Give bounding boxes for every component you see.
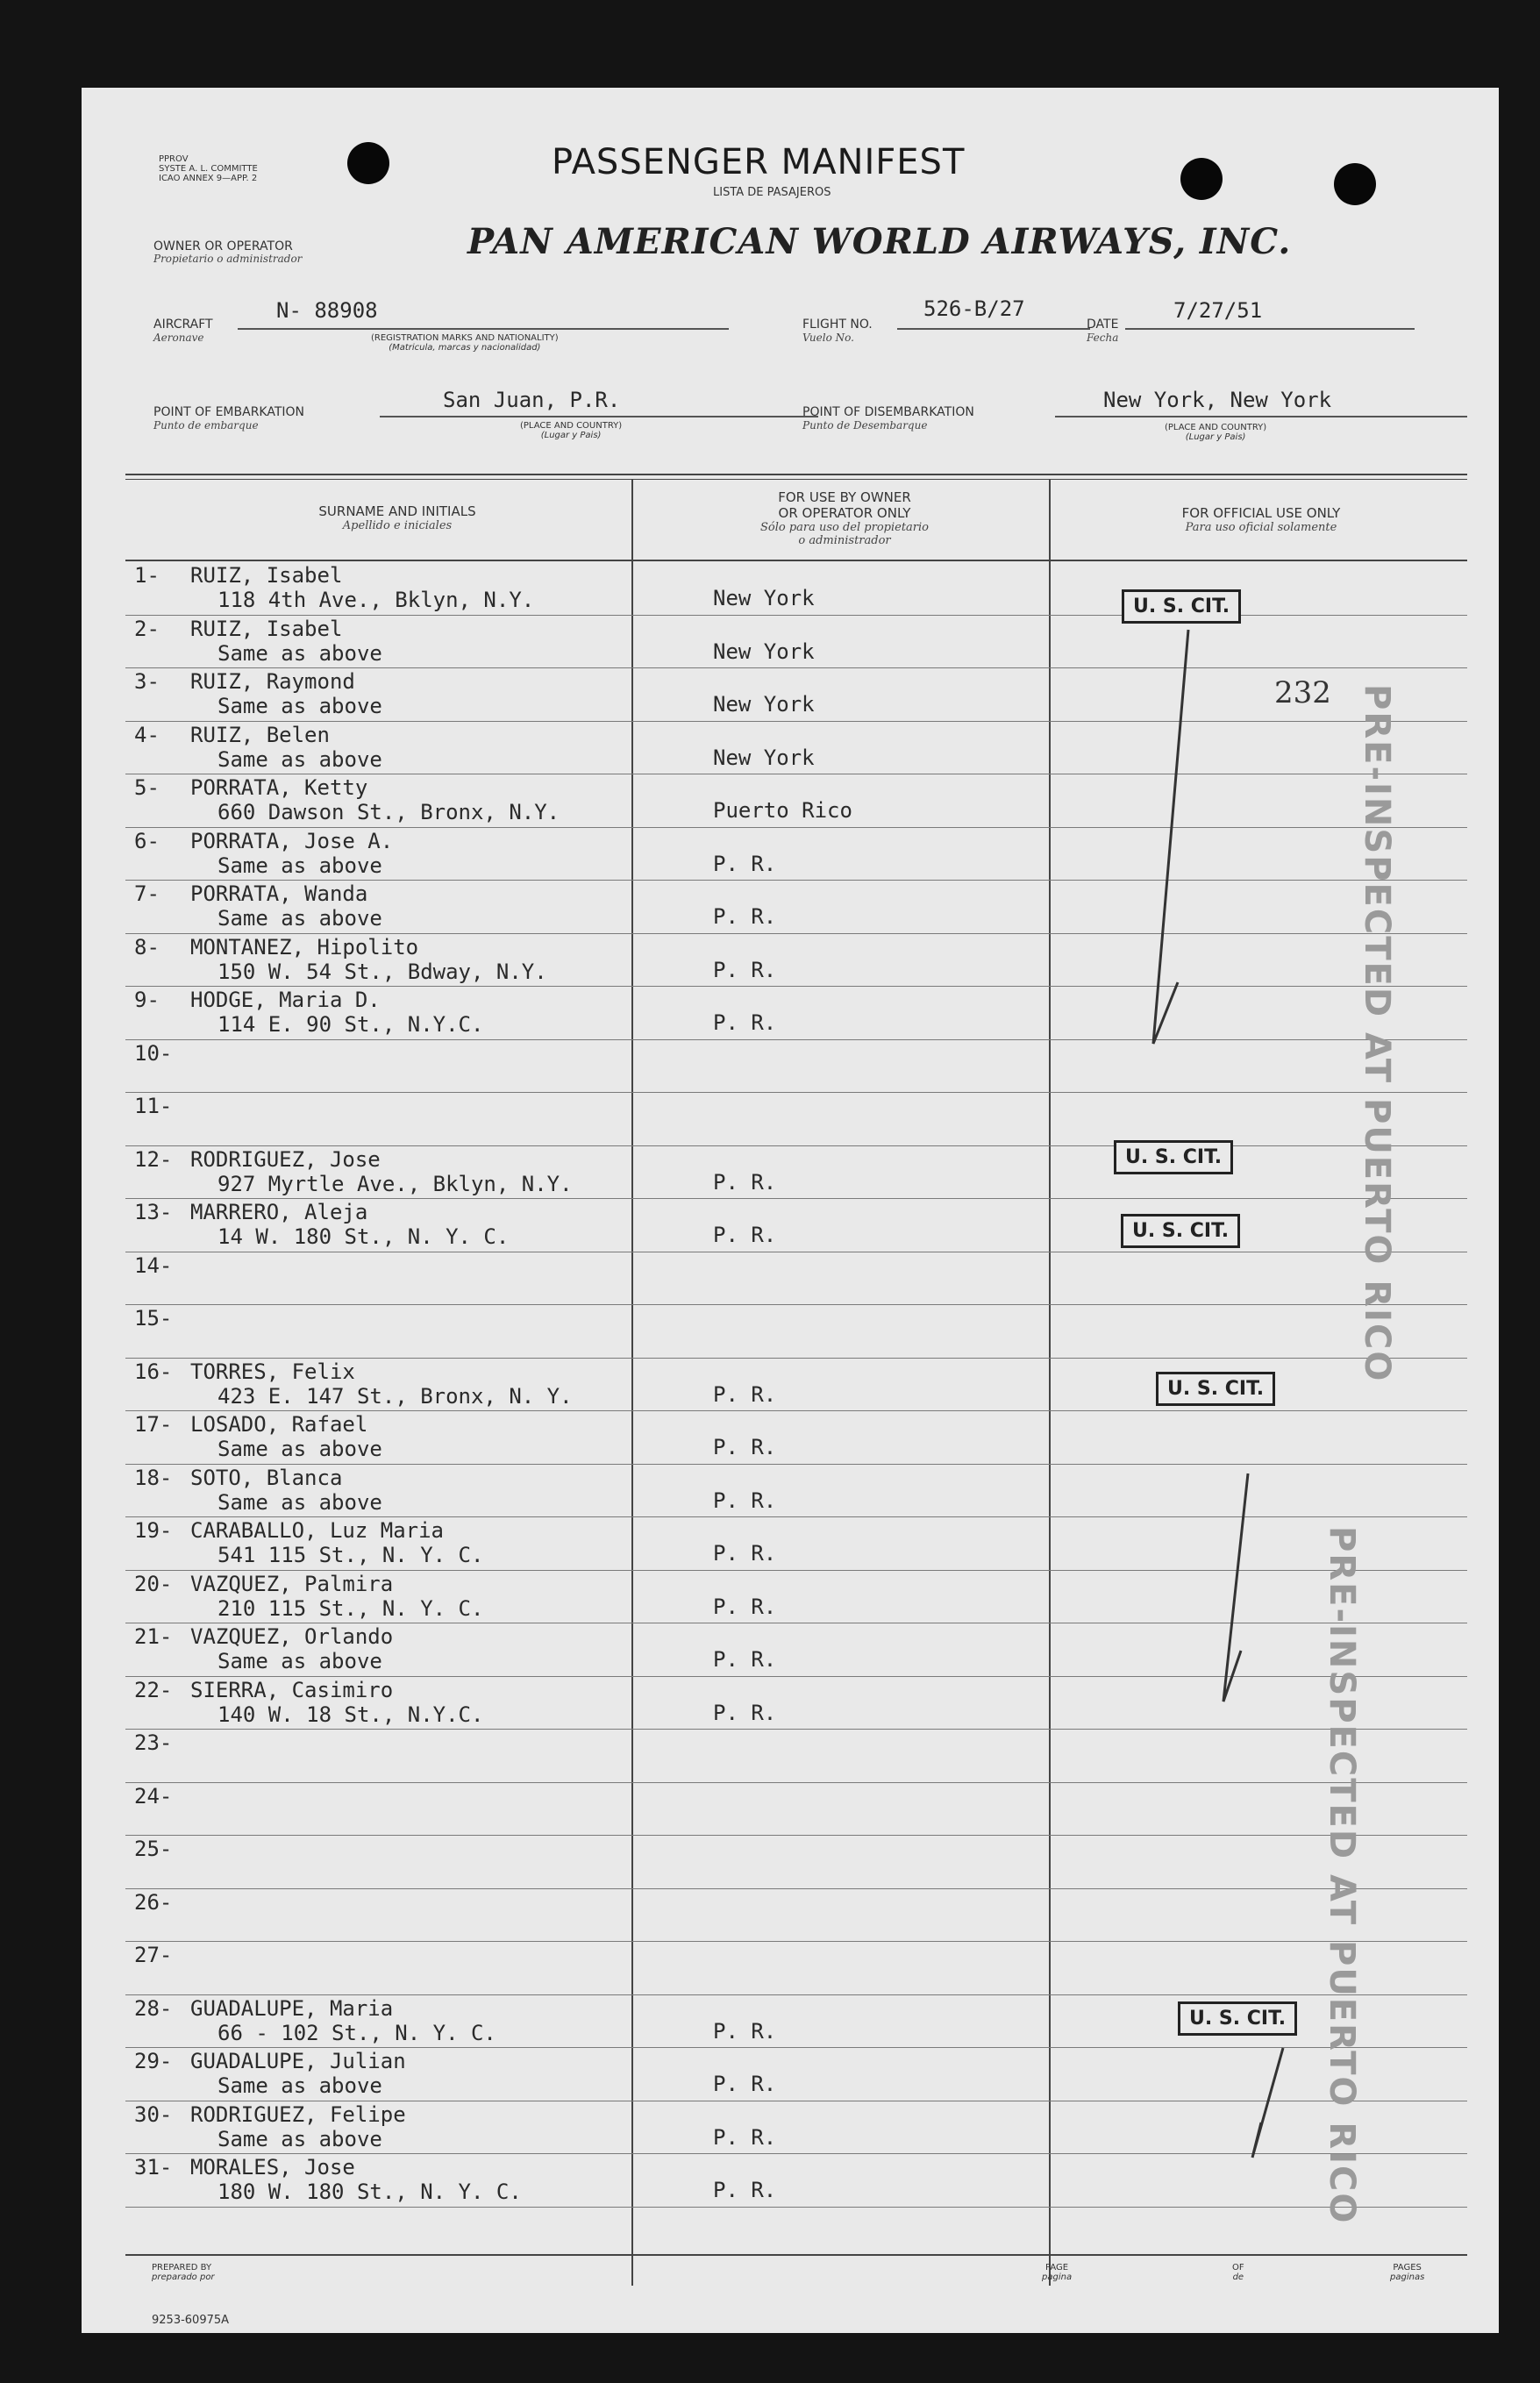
prepared-by-label: PREPARED BY preparado por [152,2263,215,2282]
owner-label: OWNER OR OPERATOR [153,239,293,253]
owner-label-es: Propietario o administrador [153,253,303,265]
destination: P. R. [713,2124,777,2150]
passenger-address: 114 E. 90 St., N.Y.C. [217,1012,484,1037]
destination: New York [713,692,815,717]
row-number: 20- [134,1571,173,1596]
passenger-name: VAZQUEZ, Palmira [190,1571,394,1596]
row-number: 26- [134,1889,173,1915]
row-number: 28- [134,1995,173,2021]
passenger-address: 14 W. 180 St., N. Y. C. [217,1224,510,1249]
row-number: 18- [134,1465,173,1490]
passenger-name: RUIZ, Raymond [190,669,355,694]
row-number: 6- [134,828,160,853]
passenger-address: 660 Dawson St., Bronx, N.Y. [217,800,560,824]
destination: New York [713,586,815,610]
aircraft-label: AIRCRAFT [153,317,213,332]
aircraft-value: N- 88908 [276,298,378,323]
check-marks [82,88,1499,2333]
us-citizen-stamp: U. S. CIT. [1178,2001,1297,2036]
passenger-address: Same as above [217,1649,382,1673]
passenger-address: Same as above [217,2126,382,2151]
destination: P. R. [713,2072,777,2096]
row-number: 3- [134,669,160,694]
row-number: 14- [134,1252,173,1278]
of-label: OF de [1232,2263,1244,2282]
date-label: DATE [1087,317,1119,332]
passenger-name: RODRIGUEZ, Felipe [190,2101,406,2127]
row-number: 31- [134,2155,173,2180]
row-number: 1- [134,563,160,588]
us-citizen-stamp: U. S. CIT. [1121,1214,1240,1248]
row-number: 13- [134,1200,173,1224]
destination: Puerto Rico [713,798,852,823]
page-subtitle: LISTA DE PASAJEROS [713,186,831,199]
passenger-address: Same as above [217,746,382,772]
column-header-surname: SURNAME AND INITIALS Apellido e iniciales [318,503,476,532]
official-count: 232 [1274,675,1331,710]
row-number: 24- [134,1783,173,1809]
passenger-name: GUADALUPE, Julian [190,2049,406,2073]
passenger-address: Same as above [217,694,382,718]
disembark-label: POINT OF DISEMBARKATION [802,405,974,419]
pages-label: PAGES paginas [1390,2263,1425,2282]
form-number: 9253-60975A [152,2314,230,2327]
passenger-address: Same as above [217,1489,382,1515]
passenger-address: 118 4th Ave., Bklyn, N.Y. [217,588,535,612]
passenger-name: MORALES, Jose [190,2155,355,2180]
us-citizen-stamp: U. S. CIT. [1114,1140,1233,1174]
passenger-name: TORRES, Felix [190,1359,355,1384]
destination: New York [713,745,815,770]
flight-label: FLIGHT NO. [802,317,873,332]
row-number: 23- [134,1730,173,1755]
passenger-name: LOSADO, Rafael [190,1412,368,1437]
passenger-name: RODRIGUEZ, Jose [190,1146,381,1172]
disembark-value: New York, New York [1103,388,1332,412]
row-number: 8- [134,934,160,960]
destination: P. R. [713,1488,777,1513]
us-citizen-stamp: U. S. CIT. [1122,589,1241,624]
passenger-address: 66 - 102 St., N. Y. C. [217,2020,496,2045]
destination: P. R. [713,904,777,929]
disembark-label-es: Punto de Desembarque [802,419,928,432]
passenger-name: MARRERO, Aleja [190,1200,368,1224]
flight-value: 526-B/27 [923,296,1025,321]
row-number: 12- [134,1146,173,1172]
row-number: 22- [134,1677,173,1702]
passenger-name: HODGE, Maria D. [190,988,381,1012]
row-number: 7- [134,881,160,906]
destination: P. R. [713,2178,777,2202]
column-header-official-use: FOR OFFICIAL USE ONLY Para uso oficial solamente [1181,505,1341,534]
destination: P. R. [713,1700,777,1725]
embark-value: San Juan, P.R. [443,388,621,412]
embark-label-es: Punto de embarque [153,419,259,432]
destination: P. R. [713,1647,777,1672]
passenger-address: 180 W. 180 St., N. Y. C. [217,2180,522,2204]
destination: P. R. [713,957,777,982]
page-title: PASSENGER MANIFEST [552,142,966,182]
passenger-address: 541 115 St., N. Y. C. [217,1543,484,1567]
row-number: 11- [134,1094,173,1118]
row-number: 17- [134,1412,173,1437]
passenger-name: GUADALUPE, Maria [190,1995,394,2021]
passenger-address: 150 W. 54 St., Bdway, N.Y. [217,959,547,984]
row-number: 19- [134,1518,173,1543]
page-label: PAGE pagina [1042,2263,1073,2282]
row-number: 4- [134,722,160,747]
passenger-name: VAZQUEZ, Orlando [190,1624,394,1649]
passenger-address: 423 E. 147 St., Bronx, N. Y. [217,1383,573,1409]
destination: New York [713,639,815,664]
registration-note: (REGISTRATION MARKS AND NATIONALITY) (Matricula, marcas y nacionalidad) [371,333,559,353]
passenger-name: RUIZ, Isabel [190,616,343,641]
passenger-name: RUIZ, Isabel [190,563,343,588]
destination: P. R. [713,1010,777,1035]
us-citizen-stamp: U. S. CIT. [1156,1372,1275,1406]
destination: P. R. [713,1435,777,1459]
passenger-name: PORRATA, Wanda [190,881,368,906]
row-number: 29- [134,2049,173,2073]
date-value: 7/27/51 [1173,298,1263,323]
passenger-address: 210 115 St., N. Y. C. [217,1595,484,1621]
flight-label-es: Vuelo No. [802,332,854,344]
row-number: 16- [134,1359,173,1384]
passenger-address: Same as above [217,906,382,931]
destination: P. R. [713,1169,777,1195]
row-number: 9- [134,988,160,1012]
row-number: 25- [134,1837,173,1861]
column-header-owner-use: FOR USE BY OWNER OR OPERATOR ONLY Sólo para uso del propietario o administrador [759,489,930,547]
row-number: 2- [134,616,160,641]
embark-label: POINT OF EMBARKATION [153,405,305,419]
passenger-address: Same as above [217,853,382,878]
manifest-sheet [82,88,1499,2333]
passenger-address: Same as above [217,640,382,666]
disembark-place-note: (PLACE AND COUNTRY) (Lugar y Pais) [1165,423,1267,442]
passenger-address: Same as above [217,1437,382,1461]
aircraft-label-es: Aeronave [153,332,204,344]
passenger-name: CARABALLO, Luz Maria [190,1518,444,1543]
passenger-name: MONTANEZ, Hipolito [190,934,419,960]
row-number: 10- [134,1040,173,1066]
passenger-name: SOTO, Blanca [190,1465,343,1490]
passenger-address: 927 Myrtle Ave., Bklyn, N.Y. [217,1171,573,1196]
destination: P. R. [713,2018,777,2044]
date-label-es: Fecha [1087,332,1119,344]
destination: P. R. [713,1223,777,1247]
destination: P. R. [713,1541,777,1566]
owner-value: PAN AMERICAN WORLD AIRWAYS, INC. [467,221,1292,262]
row-number: 15- [134,1306,173,1331]
preinspected-stamp: PRE-INSPECTED AT PUERTO RICO [1322,1526,1362,2225]
embark-place-note: (PLACE AND COUNTRY) (Lugar y Pais) [520,421,623,440]
row-number: 27- [134,1943,173,1967]
passenger-address: Same as above [217,2073,382,2098]
destination: P. R. [713,851,777,876]
passenger-name: PORRATA, Ketty [190,775,368,800]
row-number: 5- [134,775,160,800]
destination: P. R. [713,1594,777,1619]
passenger-address: 140 W. 18 St., N.Y.C. [217,1702,484,1727]
passenger-name: SIERRA, Casimiro [190,1677,394,1702]
passenger-name: PORRATA, Jose A. [190,828,394,853]
row-number: 21- [134,1624,173,1649]
approval-text: PPROV SYSTE A. L. COMMITTE ICAO ANNEX 9—APP. 2 [159,154,258,183]
preinspected-stamp: PRE-INSPECTED AT PUERTO RICO [1357,684,1397,1383]
destination: P. R. [713,1381,777,1407]
row-number: 30- [134,2101,173,2127]
passenger-name: RUIZ, Belen [190,722,330,747]
